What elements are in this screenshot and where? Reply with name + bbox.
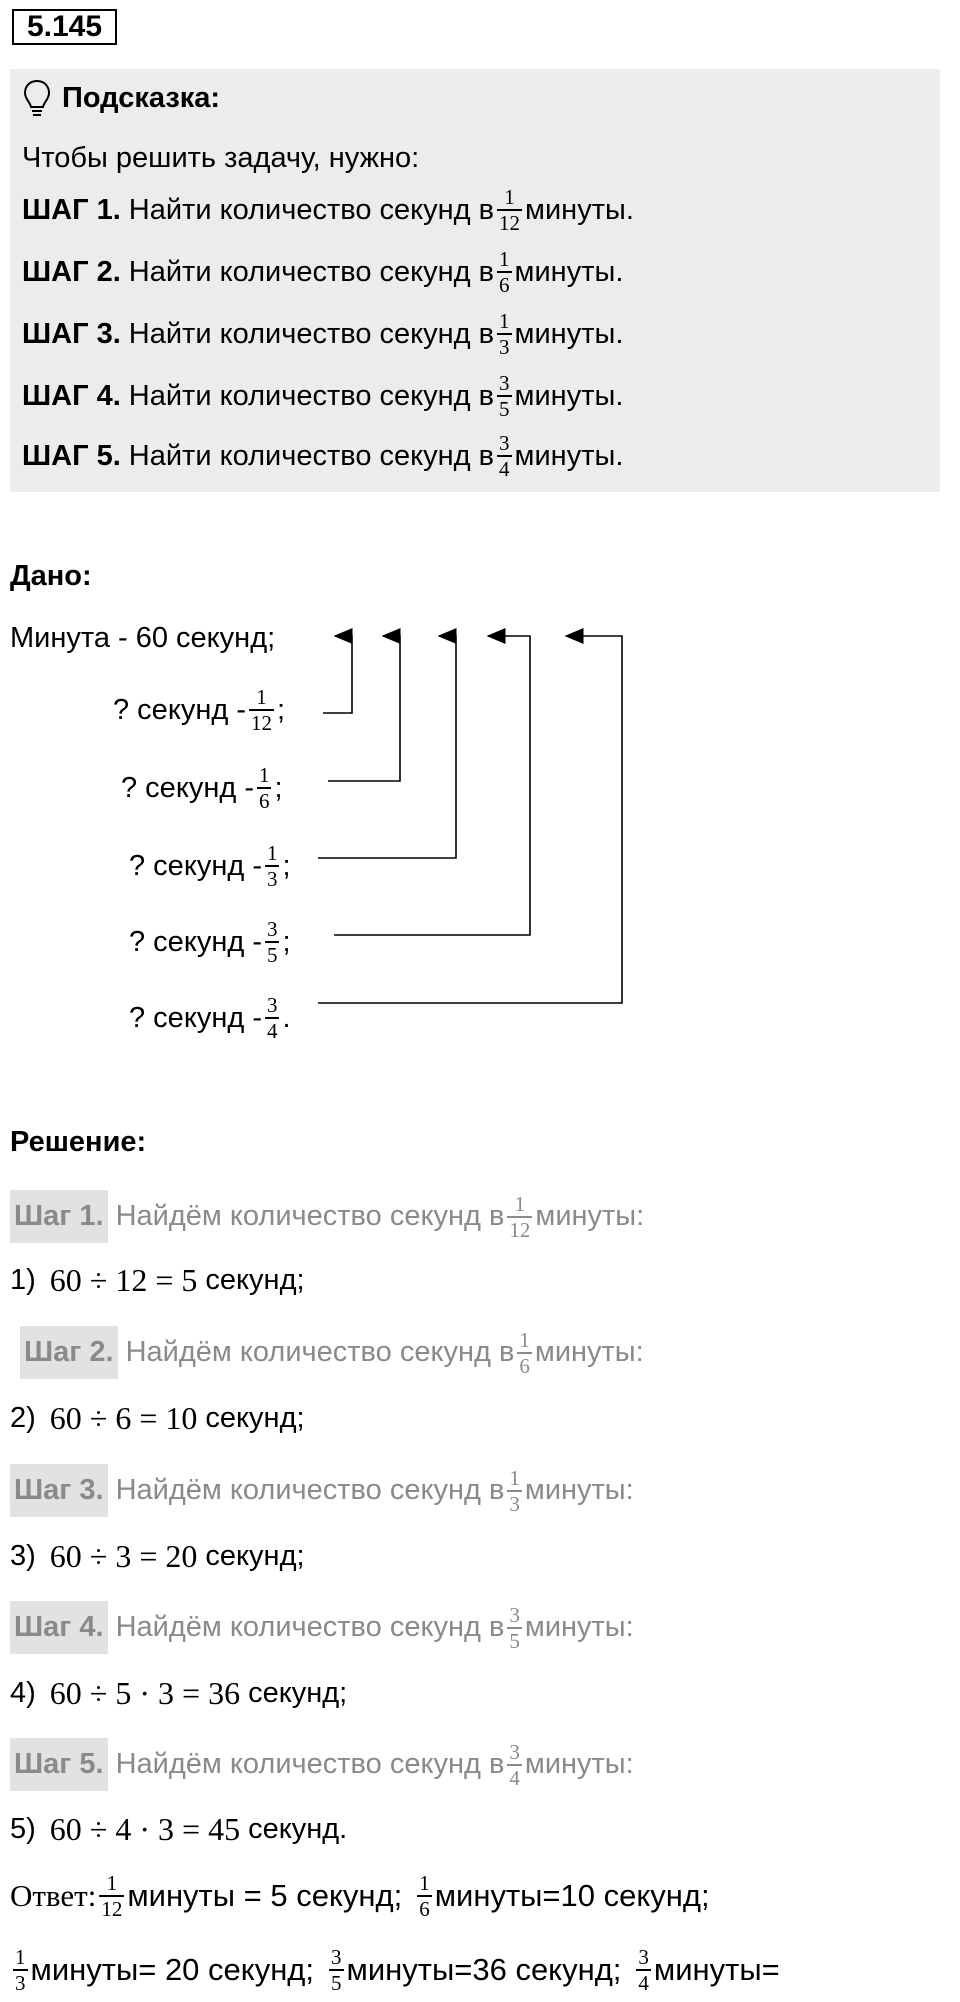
fraction: $\frac{1}{12}$ bbox=[509, 1191, 531, 1242]
hint-step-label: ШАГ 4. bbox=[22, 379, 121, 412]
hint-intro: Чтобы решить задачу, нужно: bbox=[22, 142, 420, 174]
fraction: $\frac{1}{12}$ bbox=[250, 685, 272, 735]
fraction: $\frac{1}{3}$ bbox=[266, 841, 278, 891]
calc-line: 3) 60 ÷ 3 = 20 секунд; bbox=[10, 1538, 305, 1574]
fraction: $\frac{3}{4}$ bbox=[266, 993, 278, 1043]
fraction: $\frac{3}{4}$ bbox=[509, 1739, 520, 1790]
fraction: $\frac{3}{4}$ bbox=[638, 1945, 649, 1995]
solution-step: Шаг 4. Найдём количество секунд в $\frac{3}{5}$ минуты: bbox=[10, 1601, 634, 1654]
step-tag: Шаг 5. bbox=[10, 1738, 108, 1791]
answer-label: Ответ: bbox=[10, 1878, 97, 1913]
answer-line-2: $\frac{1}{3}$ минуты= 20 секунд; $\frac{3}{5}$ минуты=36 секунд; $\frac{3}{4}$ минуты= bbox=[15, 1945, 780, 1995]
arrow-1 bbox=[323, 636, 352, 713]
hint-step-label: ШАГ 3. bbox=[22, 317, 121, 350]
fraction: $\frac{1}{6}$ bbox=[258, 763, 270, 813]
fraction: $\frac{1}{3}$ bbox=[15, 1945, 26, 1995]
fraction: $\frac{1}{12}$ bbox=[499, 185, 521, 235]
fraction: $\frac{1}{6}$ bbox=[419, 1871, 430, 1921]
lightbulb-icon bbox=[22, 78, 52, 118]
hint-step-tail: минуты. bbox=[514, 439, 624, 472]
given-item: ? секунд - $\frac{3}{5}$ ; bbox=[129, 917, 291, 967]
given-item: ? секунд - $\frac{1}{6}$ ; bbox=[121, 763, 283, 813]
given-item: ? секунд - $\frac{1}{12}$ ; bbox=[113, 685, 286, 735]
calc-line: 5) 60 ÷ 4 · 3 = 45 секунд. bbox=[10, 1811, 348, 1847]
hint-step-text: Найти количество секунд в bbox=[128, 439, 495, 472]
hint-step bbox=[22, 372, 623, 420]
given-item: ? секунд - $\frac{1}{3}$ ; bbox=[129, 841, 291, 891]
step-tag: Шаг 3. bbox=[10, 1464, 108, 1517]
fraction: $\frac{3}{4}$ bbox=[499, 431, 510, 481]
hint-step-text: Найти количество секунд в bbox=[128, 317, 495, 350]
hint-step-text: Найти количество секунд в bbox=[128, 193, 495, 226]
fraction: $\frac{1}{6}$ bbox=[499, 247, 510, 297]
hint-step-tail: минуты. bbox=[514, 379, 624, 412]
fraction: $\frac{1}{3}$ bbox=[499, 309, 510, 359]
fraction: $\frac{3}{5}$ bbox=[499, 371, 510, 421]
hint-step-text: Найти количество секунд в bbox=[128, 255, 495, 288]
hint-step-text: Найти количество секунд в bbox=[128, 379, 495, 412]
answer-line-1: Ответ: $\frac{1}{12}$ минуты = 5 секунд; $\frac{1}{6}$ минуты=10 секунд; bbox=[10, 1871, 710, 1921]
step-tag: Шаг 2. bbox=[20, 1326, 118, 1379]
arrow-2 bbox=[328, 636, 400, 781]
calc-line: 2) 60 ÷ 6 = 10 секунд; bbox=[10, 1400, 305, 1436]
calc-line: 1) 60 ÷ 12 = 5 секунд; bbox=[10, 1262, 305, 1298]
hint-title-text: Подсказка: bbox=[62, 81, 221, 114]
fraction: $\frac{3}{5}$ bbox=[331, 1945, 342, 1995]
hint-step bbox=[22, 186, 634, 234]
hint-step bbox=[22, 248, 623, 296]
solution-step: Шаг 5. Найдём количество секунд в $\frac{3}{4}$ минуты: bbox=[10, 1738, 634, 1791]
arrow-3 bbox=[318, 636, 456, 858]
hint-step-tail: минуты. bbox=[525, 193, 634, 226]
fraction: $\frac{3}{5}$ bbox=[509, 1602, 520, 1653]
fraction: $\frac{1}{6}$ bbox=[519, 1327, 530, 1378]
given-title: Дано: bbox=[10, 560, 92, 592]
fraction: $\frac{1}{3}$ bbox=[509, 1465, 520, 1516]
given-item: ? секунд - $\frac{3}{4}$ . bbox=[129, 993, 291, 1043]
hint-step-tail: минуты. bbox=[514, 255, 624, 288]
hint-step bbox=[22, 432, 623, 480]
connector-arrows bbox=[0, 600, 960, 1043]
hint-step bbox=[22, 310, 623, 358]
solution-title: Решение: bbox=[10, 1126, 147, 1158]
arrow-5 bbox=[318, 636, 622, 1003]
arrow-4 bbox=[334, 636, 530, 935]
given-first: Минута - 60 секунд; bbox=[10, 622, 276, 654]
fraction: $\frac{1}{12}$ bbox=[101, 1871, 123, 1921]
fraction: $\frac{3}{5}$ bbox=[266, 917, 278, 967]
hint-step-label: ШАГ 1. bbox=[22, 193, 121, 226]
step-tag: Шаг 1. bbox=[10, 1190, 108, 1243]
solution-step: Шаг 2. Найдём количество секунд в $\frac{1}{6}$ минуты: bbox=[20, 1326, 644, 1379]
calc-line: 4) 60 ÷ 5 · 3 = 36 секунд; bbox=[10, 1675, 348, 1711]
task-number: 5.145 bbox=[12, 9, 117, 45]
hint-step-tail: минуты. bbox=[514, 317, 624, 350]
hint-step-label: ШАГ 2. bbox=[22, 255, 121, 288]
solution-step: Шаг 3. Найдём количество секунд в $\frac{1}{3}$ минуты: bbox=[10, 1464, 634, 1517]
solution-step: Шаг 1. Найдём количество секунд в $\frac{1}{12}$ минуты: bbox=[10, 1190, 644, 1243]
hint-step-label: ШАГ 5. bbox=[22, 439, 121, 472]
hint-title bbox=[22, 78, 220, 118]
step-tag: Шаг 4. bbox=[10, 1601, 108, 1654]
